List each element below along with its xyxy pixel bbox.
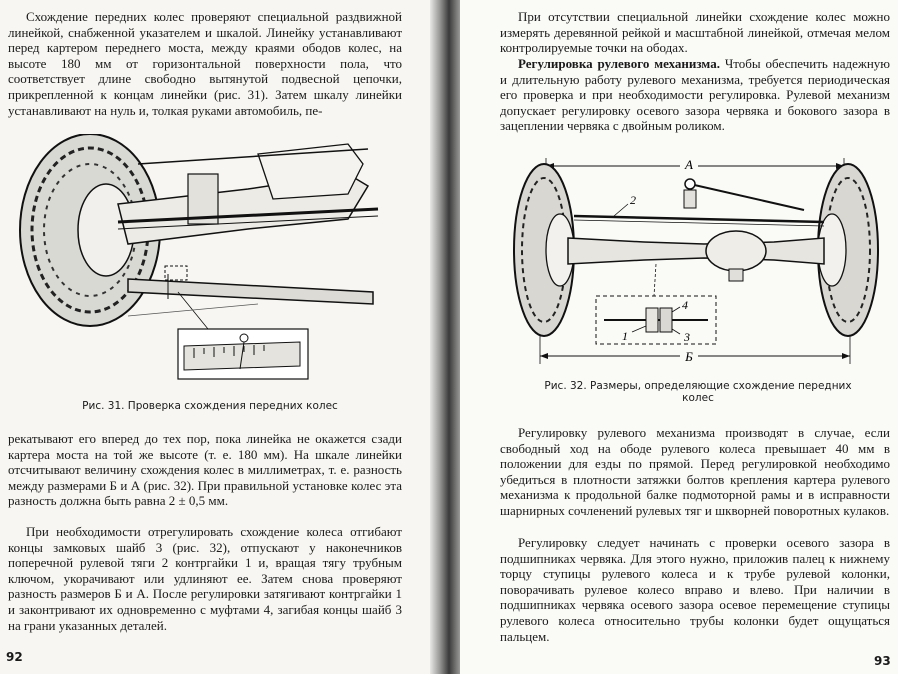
- left-page: [0, 0, 438, 674]
- left-paragraph-mid: рекатывают его вперед до тех пор, пока линейка не окажется сзади картера моста на той же высоте (т. е. 180 мм). На шкале линейки отсчитывают величину схождения колес в миллиметрах, т. е. разность между размерами Б и А (рис. 32). При правильной установке колес эта разность должна быть равна 2 ± 0,5 мм.: [8, 431, 402, 509]
- label-2: 2: [630, 193, 636, 207]
- right-page-number: 93: [874, 654, 891, 668]
- right-wheel: [818, 164, 878, 336]
- steering-tie-rod: [574, 193, 824, 226]
- right-paragraph-top: При отсутствии специальной линейки схождение колес можно измерять деревянной рейкой и масштабной линейкой, отмечая мелом контролируемые точки на ободах.: [500, 9, 890, 56]
- dimension-b: [540, 334, 850, 364]
- figure-31-caption: Рис. 31. Проверка схождения передних колес: [82, 400, 338, 412]
- left-paragraph-bottom: При необходимости отрегулировать схождение колеса отгибают концы замковых шайб 3 (рис. 32), отпускают у наконечников поперечной рулевой тяги 2 контргайки 1 и, вращая тягу трубным ключом, укорачивают или удлиняют ее. Затем снова проверяют разность размеров Б и А. После регулировки затягивают контргайки 1 и законтривают их одновременно с муфтами 4, загибая концы шайб 3 на грани указанных деталей.: [8, 524, 402, 633]
- left-wheel: [514, 164, 574, 336]
- label-b: Б: [685, 349, 693, 364]
- clamp-inset: [596, 264, 716, 344]
- right-paragraph-bottom: Регулировку следует начинать с проверки осевого зазора в подшипниках червяка. Для этого нужно, приложив палец к нижнему торцу ступицы рулевого колеса и к трубе рулевой колонки, поворачивать рулевое колесо вправо и влево. При наличии в подшипниках червяка осевого зазора осевое перемещение ступицы рулевого колеса относительно трубы колонки будет ощущаться пальцем.: [500, 535, 890, 644]
- measuring-ruler: [128, 266, 373, 304]
- label-1: 1: [622, 329, 628, 343]
- left-paragraph-top: Схождение передних колес проверяют специальной раздвижной линейкой, снабженной указателем и шкалой. Линейку устанавливают перед картером переднего моста, между краями ободов колес, на высоте 180 мм от горизонтальной поверхности пола, что соответствует длине свободно вытянутой подвесной цепочки, прикрепленной к концам линейки (рис. 31). Затем шкалу линейки устанавливают на нуль и, толкая руками автомобиль, пе-: [8, 9, 402, 118]
- label-4: 4: [682, 298, 688, 312]
- drag-link: [684, 179, 804, 210]
- axle-beam: [568, 231, 824, 281]
- figure-32-diagram: [504, 154, 890, 376]
- left-page-number: 92: [6, 650, 23, 664]
- section-heading: Регулировка рулевого механизма.: [518, 56, 720, 71]
- right-paragraph-mid: Регулировку рулевого механизма производят в случае, если свободный ход на ободе рулевого колеса превышает 40 мм в положении для езды по прямой. Перед регулировкой необходимо убедиться в плотности затяжки болтов крепления картера рулевого механизма к продольной балке подмоторной рамы и в исправности шарнирных сочленений рулевых тяг и шкворней поворотных кулаков.: [500, 425, 890, 518]
- figure-32-caption: Рис. 32. Размеры, определяющие схождение передних колес: [544, 380, 852, 404]
- section-body: Чтобы обеспечить надежную и длительную работу рулевого механизма, требуется периодическая его проверка и при необходимости регулировка. Рулевой механизм допускает регулировку осевого зазора червяка и бокового зазора в зацеплении червяка с двойным роликом.: [500, 56, 891, 134]
- label-3: 3: [684, 330, 690, 344]
- right-section: [500, 56, 890, 134]
- dimension-a: [546, 156, 844, 194]
- figure-31-illustration: [18, 134, 388, 394]
- right-page: [460, 0, 898, 674]
- label-a: А: [685, 157, 693, 172]
